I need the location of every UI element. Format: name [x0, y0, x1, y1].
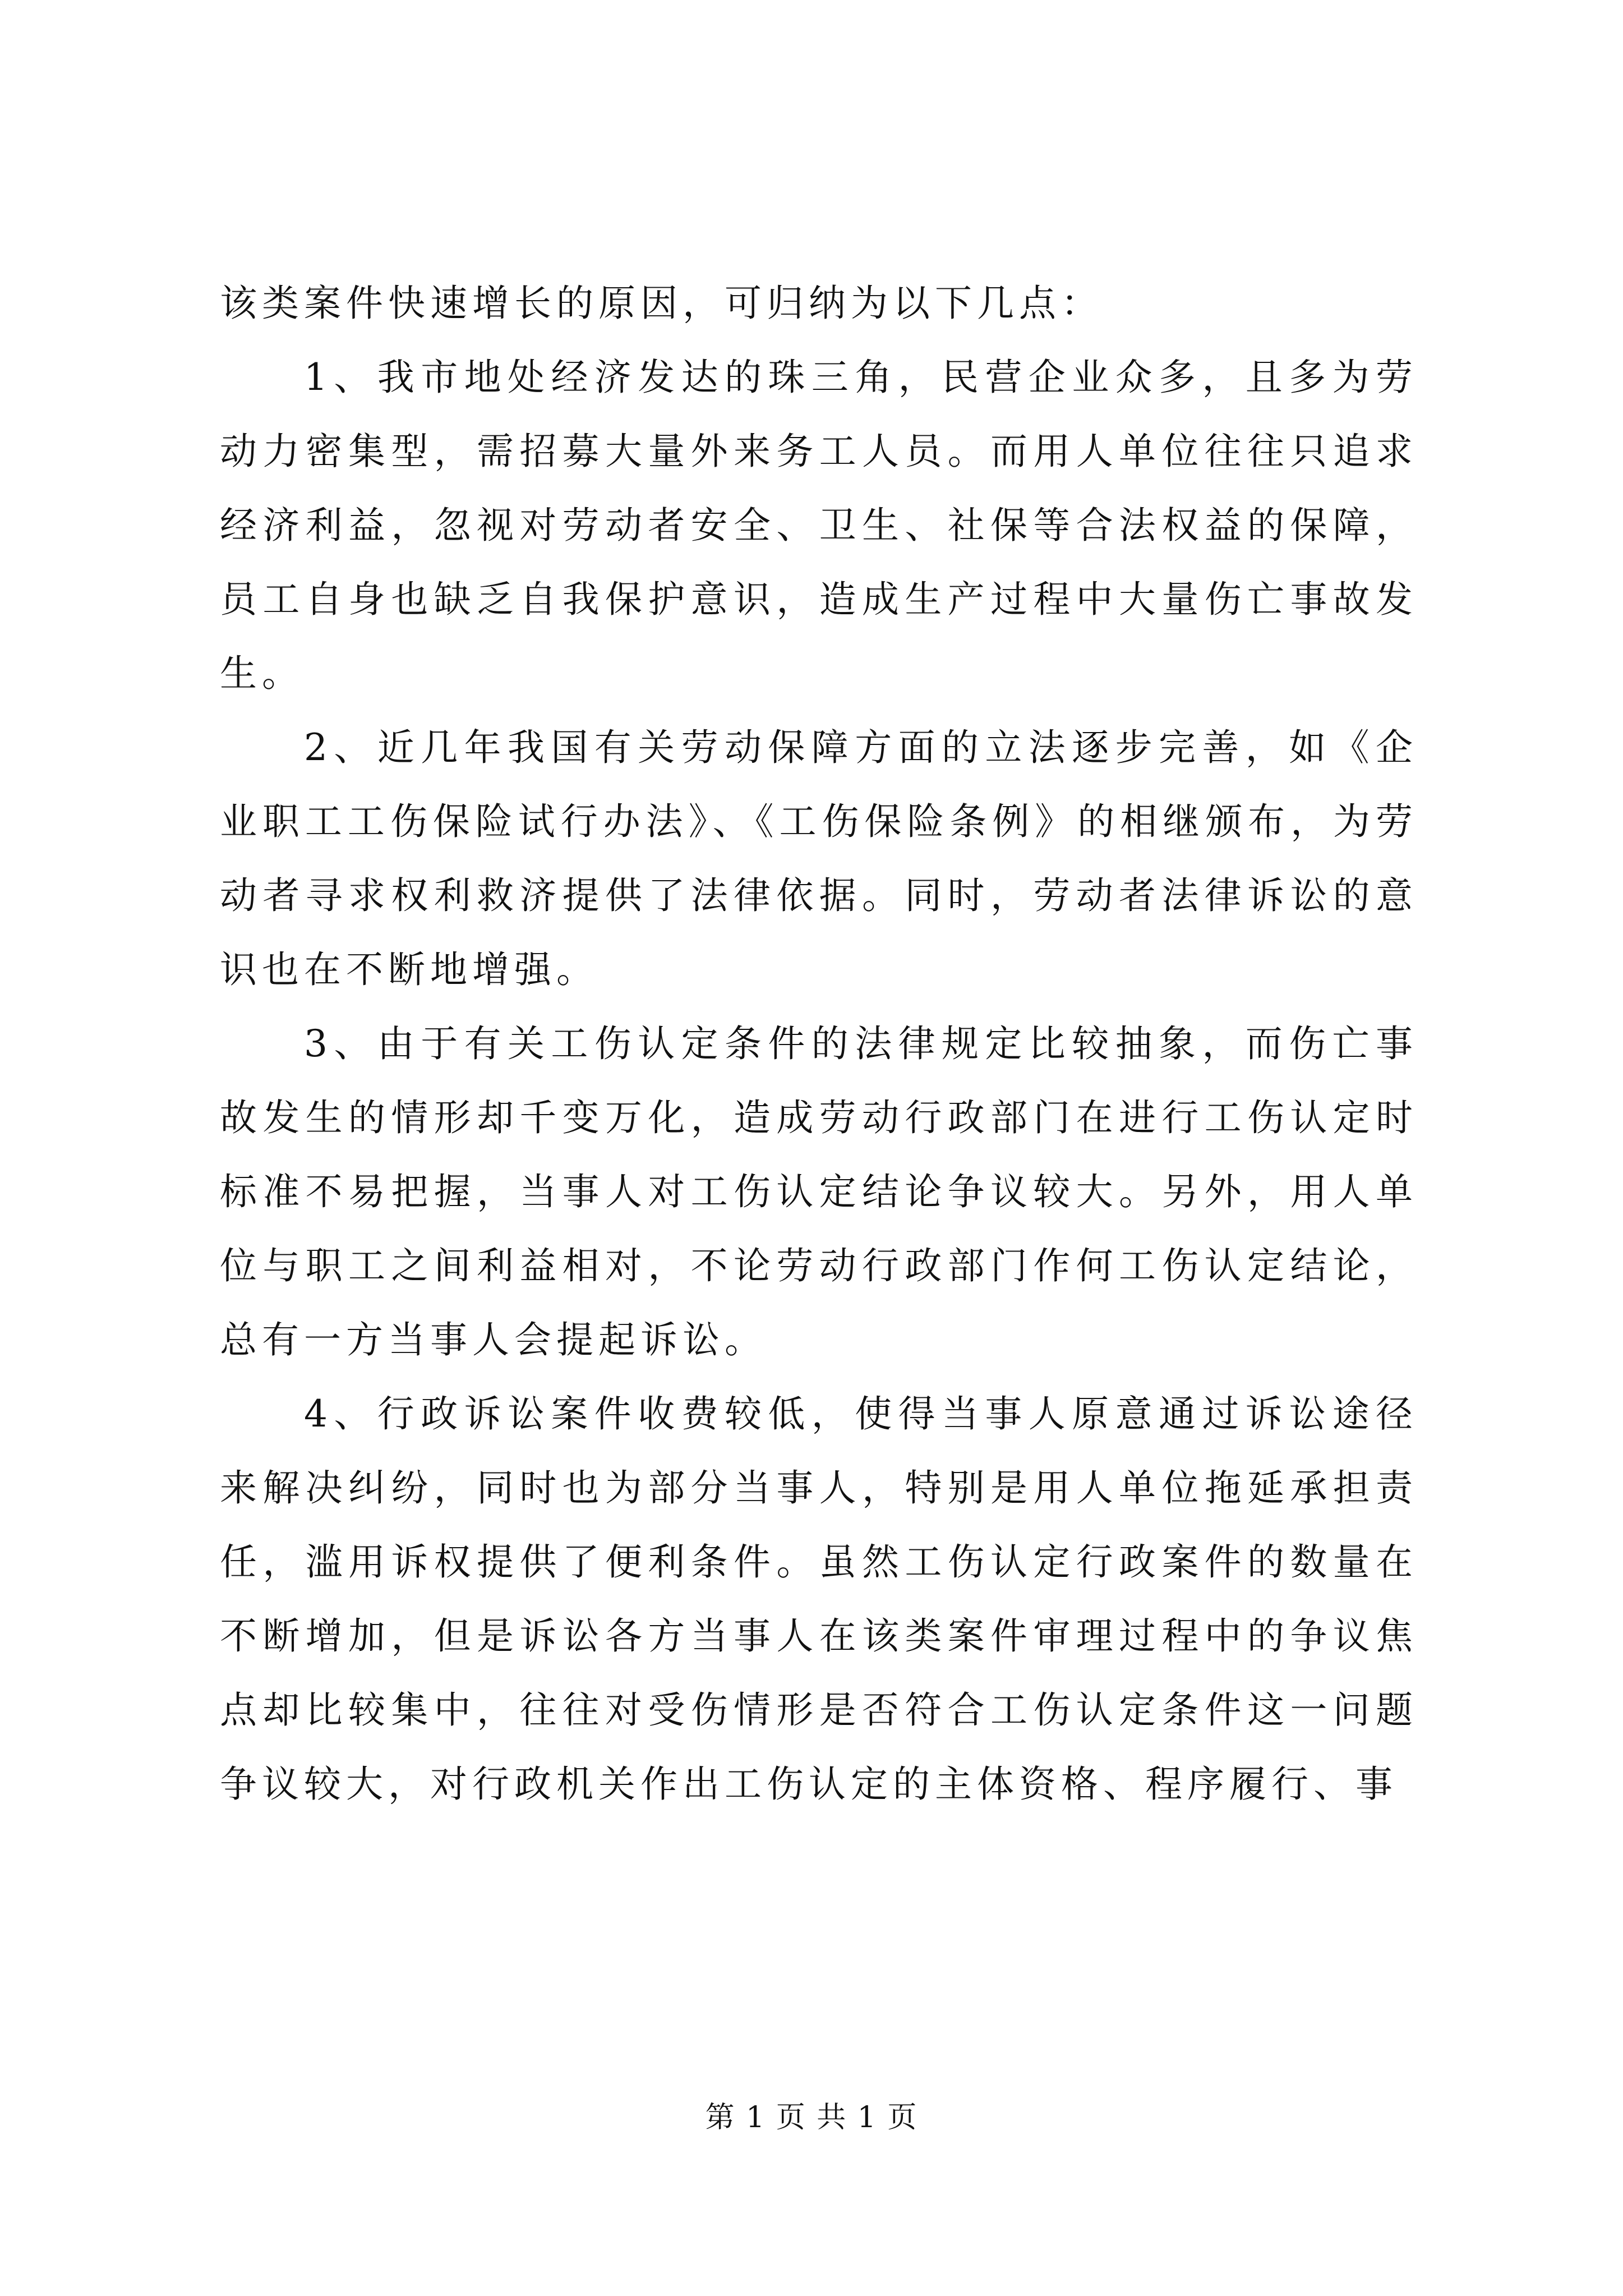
paragraph-intro: 该类案件快速增长的原因，可归纳为以下几点：	[220, 282, 1103, 325]
paragraph-point-2: 2、近几年我国有关劳动保障方面的立法逐步完善，如《企业职工工伤保险试行办法》、《工伤保险条例》的相继颁布，为劳动者寻求权利救济提供了法律依据。同时，劳动者法律诉讼的意识也在不断地增强。	[220, 726, 1418, 991]
page-footer	[0, 2098, 1623, 2137]
document-body	[220, 266, 1418, 1821]
paragraph-point-4: 4、行政诉讼案件收费较低，使得当事人原意通过诉讼途径来解决纠纷，同时也为部分当事人，特别是用人单位拖延承担责任，滥用诉权提供了便利条件。虽然工伤认定行政案件的数量在不断增加，但是诉讼各方当事人在该类案件审理过程中的争议焦点却比较集中，往往对受伤情形是否符合工伤认定条件这一问题争议较大，对行政机关作出工伤认定的主体资格、程序履行、事	[220, 1392, 1418, 1806]
page-number-label: 第 1 页 共 1 页	[705, 2101, 918, 2134]
paragraph-point-3: 3、由于有关工伤认定条件的法律规定比较抽象，而伤亡事故发生的情形却千变万化，造成劳动行政部门在进行工伤认定时标准不易把握，当事人对工伤认定结论争议较大。另外，用人单位与职工之间利益相对，不论劳动行政部门作何工伤认定结论，总有一方当事人会提起诉讼。	[220, 1022, 1418, 1361]
paragraph-point-1: 1、我市地处经济发达的珠三角，民营企业众多，且多为劳动力密集型，需招募大量外来务工人员。而用人单位往往只追求经济利益，忽视对劳动者安全、卫生、社保等合法权益的保障，员工自身也缺乏自我保护意识，造成生产过程中大量伤亡事故发生。	[220, 356, 1418, 695]
